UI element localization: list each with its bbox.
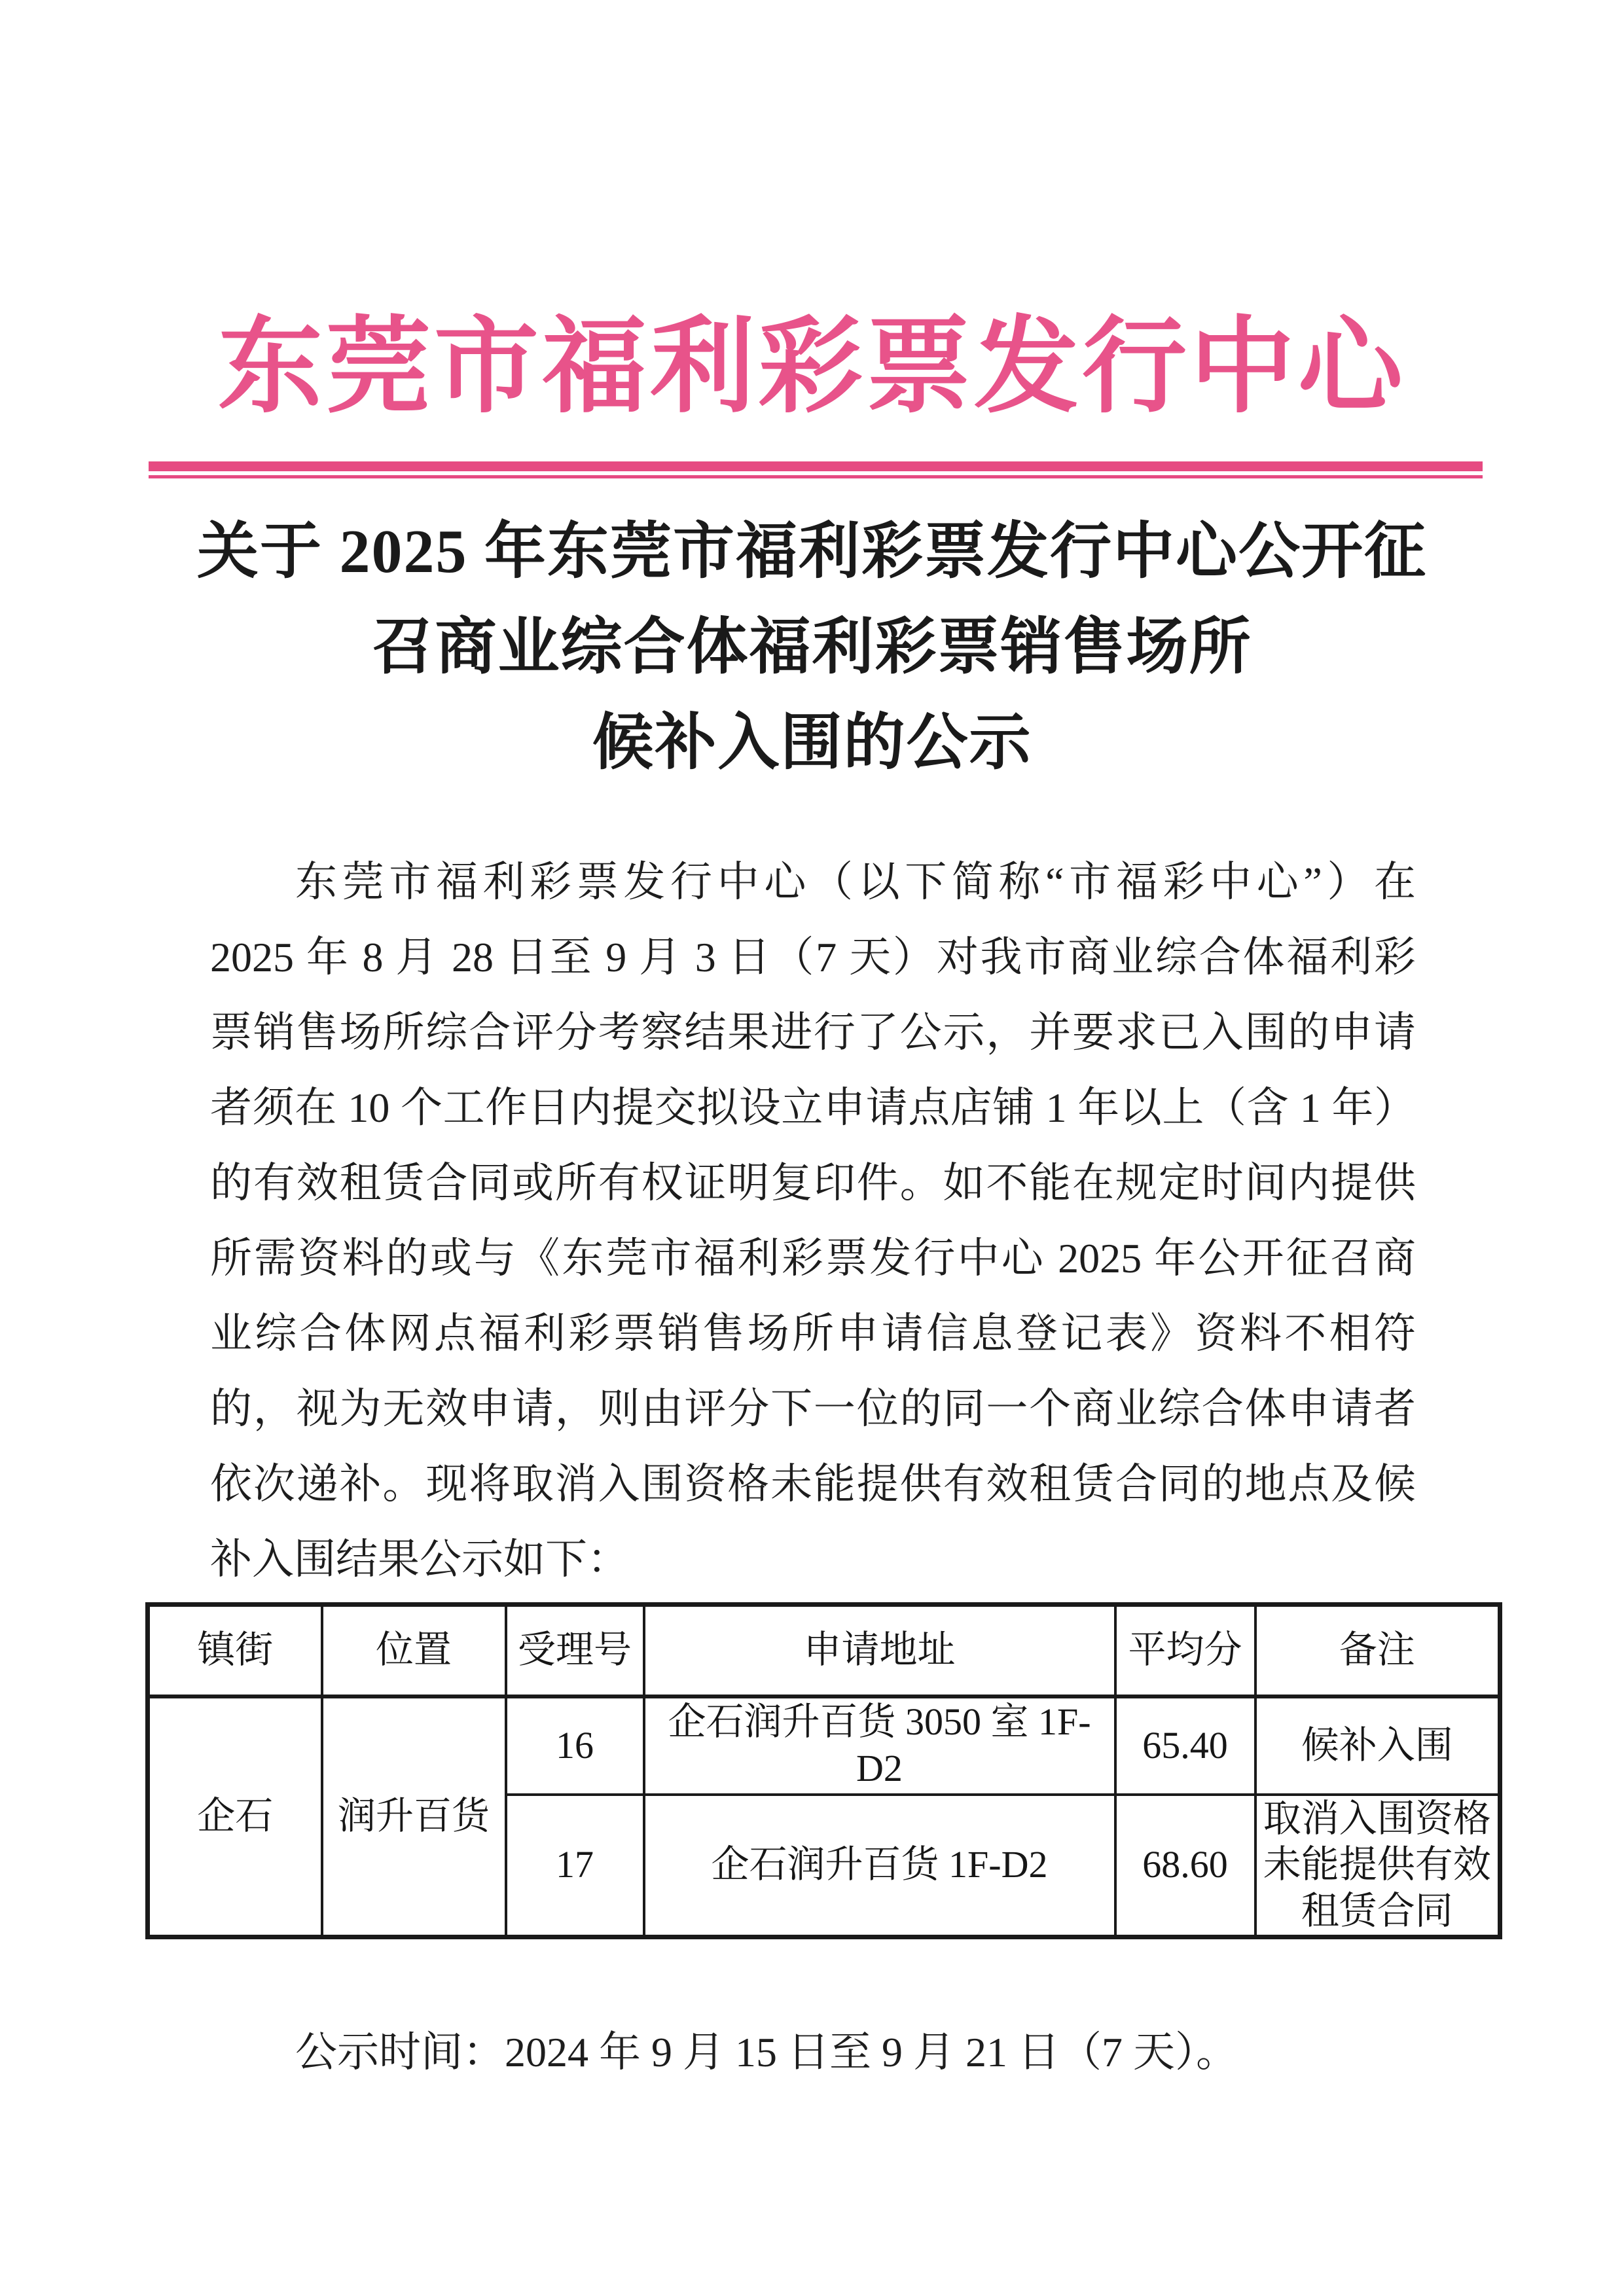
cell-remark: 取消入围资格未能提供有效租赁合同 bbox=[1255, 1795, 1500, 1937]
document-title bbox=[0, 504, 1624, 791]
body-line-7: 业综合体网点福利彩票销售场所申请信息登记表》资料不相符 bbox=[210, 1310, 1416, 1357]
body-line-1: 东莞市福利彩票发行中心（以下简称“市福彩中心”）在 bbox=[295, 859, 1416, 905]
cell-address: 企石润升百货 3050 室 1F-D2 bbox=[644, 1696, 1115, 1795]
body-line-10: 补入围结果公示如下： bbox=[210, 1536, 629, 1583]
cell-address: 企石润升百货 1F-D2 bbox=[644, 1795, 1115, 1937]
publicity-period: 公示时间：2024 年 9 月 15 日至 9 月 21 日（7 天）。 bbox=[295, 2029, 1238, 2075]
cell-acceptance-no: 17 bbox=[506, 1795, 644, 1937]
document-title-line-2: 召商业综合体福利彩票销售场所 bbox=[372, 613, 1252, 681]
col-header-address: 申请地址 bbox=[644, 1605, 1115, 1696]
cell-average-score: 65.40 bbox=[1115, 1696, 1255, 1795]
results-table bbox=[145, 1602, 1502, 1939]
table-header-row bbox=[148, 1605, 1500, 1696]
col-header-remark: 备注 bbox=[1255, 1605, 1500, 1696]
body-line-6: 所需资料的或与《东莞市福利彩票发行中心 2025 年公开征召商 bbox=[210, 1235, 1416, 1282]
body-line-2: 2025 年 8 月 28 日至 9 月 3 日（7 天）对我市商业综合体福利彩 bbox=[210, 934, 1416, 980]
body-paragraph bbox=[210, 844, 1416, 1597]
body-line-5: 的有效租赁合同或所有权证明复印件。如不能在规定时间内提供 bbox=[210, 1160, 1416, 1206]
body-line-3: 票销售场所综合评分考察结果进行了公示，并要求已入围的申请 bbox=[210, 1009, 1416, 1056]
document-title-line-3: 候补入围的公示 bbox=[592, 709, 1032, 777]
document-title-line-1: 关于 2025 年东莞市福利彩票发行中心公开征 bbox=[196, 518, 1427, 586]
masthead-rule-thick bbox=[149, 461, 1483, 471]
col-header-location: 位置 bbox=[322, 1605, 506, 1696]
cell-average-score: 68.60 bbox=[1115, 1795, 1255, 1937]
body-line-8: 的，视为无效申请，则由评分下一位的同一个商业综合体申请者 bbox=[210, 1386, 1416, 1432]
cell-acceptance-no: 16 bbox=[506, 1696, 644, 1795]
table-row bbox=[148, 1696, 1500, 1795]
body-line-9: 依次递补。现将取消入围资格未能提供有效租赁合同的地点及候 bbox=[210, 1461, 1416, 1507]
col-header-acceptance-no: 受理号 bbox=[506, 1605, 644, 1696]
body-line-4: 者须在 10 个工作日内提交拟设立申请点店铺 1 年以上（含 1 年） bbox=[210, 1085, 1416, 1131]
cell-town: 企石 bbox=[148, 1696, 322, 1937]
cell-location: 润升百货 bbox=[322, 1696, 506, 1937]
masthead-title: 东莞市福利彩票发行中心 bbox=[217, 309, 1406, 425]
masthead-rule-thin bbox=[149, 475, 1483, 478]
col-header-town: 镇街 bbox=[148, 1605, 322, 1696]
col-header-average-score: 平均分 bbox=[1115, 1605, 1255, 1696]
cell-remark: 候补入围 bbox=[1255, 1696, 1500, 1795]
